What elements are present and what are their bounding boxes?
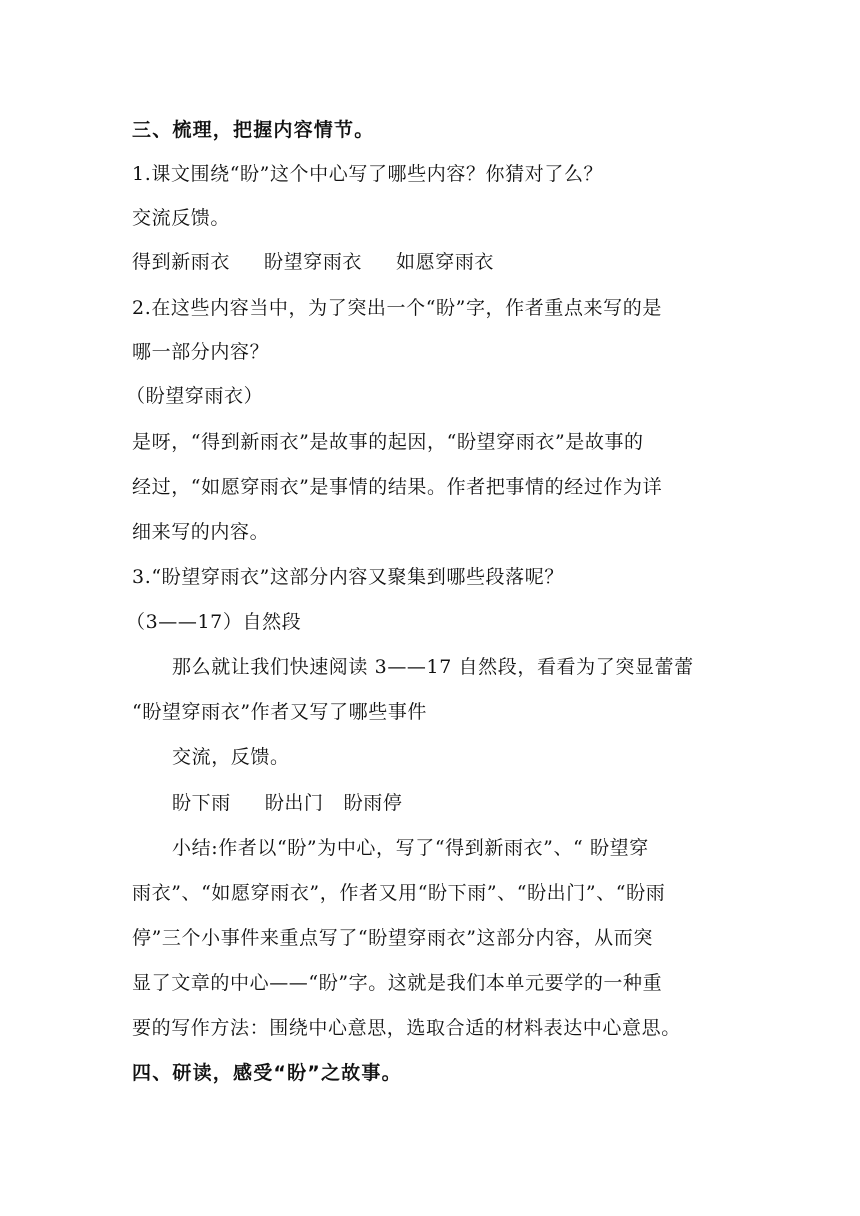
summary-line-2: 雨衣”、“如愿穿雨衣”，作者又用“盼下雨”、“盼出门”、“盼雨 (132, 882, 666, 904)
item-get-raincoat: 得到新雨衣 (132, 251, 231, 273)
summary-line-5: 要的写作方法：围绕中心意思，选取合适的材料表达中心意思。 (132, 1017, 681, 1039)
question-2-answer: （盼望穿雨衣） (126, 385, 264, 407)
question-2-line-1: 2.在这些内容当中，为了突出一个“盼”字，作者重点来写的是 (132, 297, 662, 319)
question-2-line-2: 哪一部分内容？ (132, 341, 270, 363)
question-3-answer: （3——17）自然段 (126, 611, 302, 633)
reading-instruction-line-2: “盼望穿雨衣”作者又写了哪些事件 (132, 701, 428, 723)
section-4-heading: 四、研读，感受“盼”之故事。 (132, 1062, 402, 1084)
event-hope-rain-stop: 盼雨停 (343, 792, 403, 814)
summary-line-1: 小结:作者以“盼”为中心，写了“得到新雨衣”、“ 盼望穿 (172, 837, 649, 859)
reading-instruction-line-1: 那么就让我们快速阅读 3——17 自然段，看看为了突显蕾蕾 (172, 656, 694, 678)
question-2-explain-line-3: 细来写的内容。 (132, 521, 270, 543)
question-2-explain-line-1: 是呀，“得到新雨衣”是故事的起因，“盼望穿雨衣”是故事的 (132, 431, 644, 453)
event-hope-go-out: 盼出门 (264, 792, 324, 814)
item-wish-fulfilled: 如愿穿雨衣 (396, 251, 495, 273)
item-hope-wear-raincoat: 盼望穿雨衣 (264, 251, 363, 273)
summary-line-3: 停”三个小事件来重点写了“盼望穿雨衣”这部分内容，从而突 (132, 927, 653, 949)
question-3: 3.“盼望穿雨衣”这部分内容又聚集到哪些段落呢？ (132, 566, 564, 588)
section-3-heading: 三、梳理，把握内容情节。 (132, 119, 375, 141)
question-2-explain-line-2: 经过，“如愿穿雨衣”是事情的结果。作者把事情的经过作为详 (132, 476, 663, 498)
question-1: 1.课文围绕“盼”这个中心写了哪些内容？你猜对了么？ (132, 163, 604, 185)
summary-line-4: 显了文章的中心——“盼”字。这就是我们本单元要学的一种重 (132, 972, 663, 994)
question-1-items (132, 250, 732, 274)
question-1-feedback: 交流反馈。 (132, 207, 231, 229)
reading-feedback: 交流，反馈。 (172, 746, 290, 768)
events-list (172, 791, 732, 815)
event-hope-rain: 盼下雨 (172, 792, 231, 814)
